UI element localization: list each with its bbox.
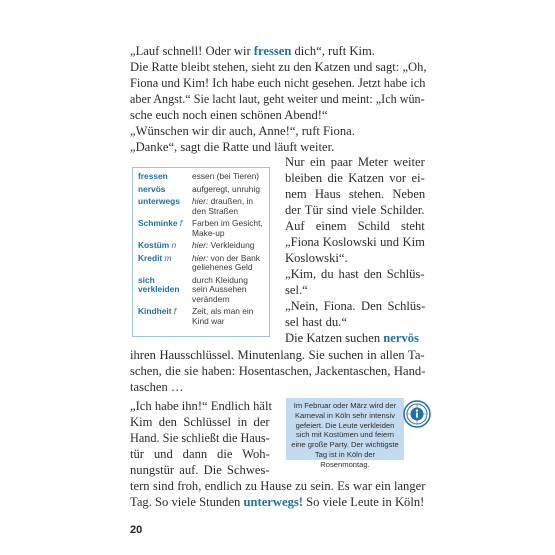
text-segment: Kim den Schlüssel in der	[130, 415, 270, 429]
text-line	[285, 218, 425, 234]
text-line	[130, 494, 424, 510]
glossary-prefix: hier:	[192, 240, 211, 250]
text-line	[130, 43, 375, 59]
text-segment: bleiben die Katzen vor ei-	[285, 171, 425, 185]
glossary-entry	[138, 219, 265, 238]
text-segment: nungstür auf. Die Schwes-	[130, 463, 270, 477]
glossary-entry	[138, 197, 265, 216]
text-segment: aber Angst.“ Sie lacht laut, geht weiter und meint: „Ich wün-	[130, 92, 425, 106]
glossary-definition: Farben im Gesicht, Make-up	[192, 218, 263, 238]
text-line	[130, 430, 270, 446]
text-segment: schen, die sie haben: Hosentaschen, Jackentaschen, Hand-	[130, 364, 426, 378]
text-segment: „Wünschen wir dir auch, Anne!“, ruft Fiona.	[130, 124, 355, 138]
text-line	[285, 234, 425, 250]
text-segment: tern sind froh, endlich zu Hause zu sein. Es war ein langer	[130, 479, 426, 493]
text-segment: Die Ratte bleibt stehen, sieht zu den Katzen und sagt: „Oh,	[130, 60, 427, 74]
glossary-definition: durch Kleidung sein Aussehen verändern	[192, 274, 248, 304]
glossary-definition: hier: draußen, in den Straßen	[192, 196, 253, 216]
text-segment: „Lauf schnell! Oder wir	[130, 44, 254, 58]
text-segment: Die Katzen suchen	[285, 331, 384, 345]
glossary-keyword: fressen	[253, 44, 292, 58]
text-line	[285, 266, 425, 282]
text-line	[130, 462, 270, 478]
glossary-definition: Zeit, als man ein Kind war	[192, 306, 254, 326]
glossary-prefix: hier:	[192, 196, 211, 206]
glossary-entry	[138, 241, 265, 251]
text-segment: „Kim, du hast den Schlüs-	[285, 267, 425, 281]
text-line	[130, 75, 425, 91]
text-segment: Fiona und Kim! Ich habe euch nicht gesehen. Jetzt habe ich	[130, 76, 426, 90]
text-segment: „Fiona Koslowski und Kim	[285, 235, 425, 249]
glossary-term: Kostüm n	[138, 240, 177, 250]
text-segment: Koslowski“.	[285, 251, 348, 265]
text-segment: taschen …	[130, 380, 184, 394]
text-line	[285, 170, 425, 186]
text-line	[285, 250, 348, 266]
text-segment: „Ich habe ihn!“ Endlich hält	[130, 399, 272, 413]
glossary-keyword: unterwegs!	[243, 495, 303, 509]
glossary-definition: hier: von der Bank geliehenes Geld	[192, 252, 260, 272]
glossary-term: sich verkleiden	[138, 274, 180, 294]
text-line	[130, 123, 355, 139]
text-segment: tür und dann die Woh-	[130, 447, 270, 461]
text-segment: Tag. So viele Stunden	[130, 495, 244, 509]
glossary-term: Schminke f	[138, 218, 183, 228]
glossary-gender: m	[162, 252, 172, 263]
text-segment: Auf einem Schild steht	[285, 219, 425, 233]
info-box	[286, 398, 404, 469]
text-line	[130, 398, 272, 414]
text-line	[130, 347, 425, 363]
text-segment: Hand. Sie schließt die Haus-	[130, 431, 270, 445]
info-text: Im Februar oder März wird der Karneval in Köln sehr intensiv gefeiert. Die Leute verkleiden sich mit Kostümen und feiern eine große Party. Der wichtigste Tag ist in Köln der Rosenmontag.	[291, 401, 399, 469]
text-line	[285, 298, 425, 314]
text-segment: nem Haus stehen. Neben	[285, 187, 426, 201]
glossary-entry	[138, 254, 265, 273]
text-segment: sche euch noch einen schönen Abend!“	[130, 108, 328, 122]
text-line	[130, 446, 270, 462]
text-segment: sel hast du.“	[285, 315, 347, 329]
text-line	[130, 363, 425, 379]
text-line	[285, 282, 308, 298]
text-line	[285, 154, 425, 170]
text-line	[130, 414, 270, 430]
text-segment: Nur ein paar Meter weiter	[285, 155, 425, 169]
text-segment: „Danke“, sagt die Ratte und läuft weiter.	[130, 140, 335, 154]
text-line	[285, 202, 425, 218]
glossary-keyword: nervös	[383, 331, 419, 345]
glossary-definition: hier: Verkleidung	[192, 240, 255, 250]
info-icon	[403, 400, 431, 428]
text-line	[285, 186, 425, 202]
glossary-entry	[138, 172, 265, 182]
text-line	[130, 139, 334, 155]
text-segment: So viele Leute in Köln!	[302, 495, 425, 509]
glossary-gender: n	[169, 240, 177, 250]
glossary-term: fressen	[138, 171, 168, 181]
text-line	[130, 59, 427, 75]
glossary-definition: essen (bei Tieren)	[192, 171, 260, 181]
glossary-gender: f	[171, 306, 177, 316]
text-line	[285, 330, 419, 346]
text-segment: der Tür sind viele Schilder.	[285, 203, 425, 217]
glossary-term: Kindheit f	[138, 306, 177, 316]
glossary-term: Kredit m	[138, 252, 172, 263]
text-line	[130, 107, 328, 123]
glossary-entry	[138, 307, 265, 326]
text-line	[130, 478, 425, 494]
text-segment: dich“, ruft Kim.	[291, 44, 375, 58]
glossary-term: nervös	[138, 183, 166, 194]
glossary-definition: aufgeregt, unruhig	[192, 183, 260, 194]
glossary-term: unterwegs	[138, 196, 180, 206]
glossary-entry	[138, 185, 265, 195]
glossary-box	[132, 167, 270, 337]
text-segment: „Nein, Fiona. Den Schlüs-	[285, 299, 426, 313]
text-line	[285, 314, 347, 330]
text-line	[130, 379, 184, 395]
text-segment: ihren Hausschlüssel. Minutenlang. Sie suchen in allen Ta-	[130, 348, 425, 362]
glossary-prefix: hier:	[192, 252, 211, 263]
page-number: 20	[130, 524, 143, 536]
glossary-entry	[138, 276, 265, 305]
text-line	[130, 91, 425, 107]
text-segment: sel.“	[285, 283, 308, 297]
glossary-gender: f	[177, 218, 183, 228]
